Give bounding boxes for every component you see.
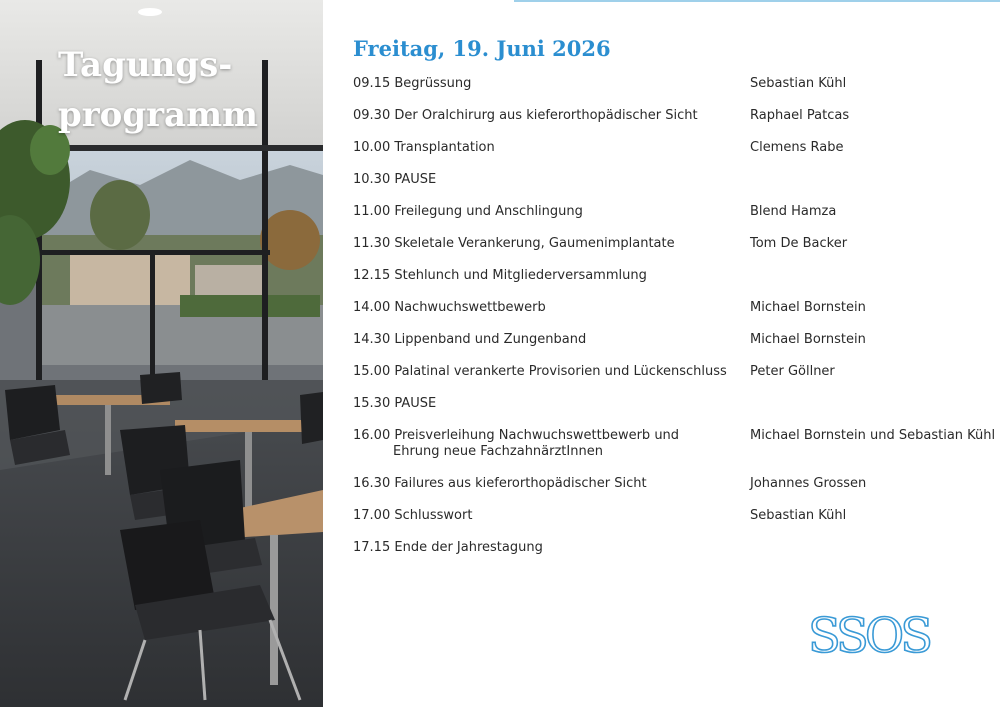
schedule-row [353,396,993,412]
schedule-time: 14.00 [353,300,391,315]
schedule-row [353,108,993,124]
schedule-time: 10.00 [353,140,391,155]
schedule-time: 09.30 [353,108,391,123]
schedule-title: Skeletale Verankerung, Gaumenimplantate [394,236,675,251]
schedule-item [353,236,743,252]
schedule-item [353,268,743,284]
schedule-speaker: Clemens Rabe [750,140,844,155]
schedule-title: Palatinal verankerte Provisorien und Lückenschluss [394,364,727,379]
schedule-speaker: Raphael Patcas [750,108,850,123]
schedule-title: Schlusswort [394,508,473,523]
schedule-title: PAUSE [394,396,437,411]
schedule-row [353,140,993,156]
day-heading: Freitag, 19. Juni 2026 [353,36,611,61]
schedule-item [353,396,743,412]
schedule-time: 11.00 [353,204,391,219]
schedule-time: 15.00 [353,364,391,379]
schedule-time: 14.30 [353,332,391,347]
schedule-row [353,540,993,556]
schedule-time: 09.15 [353,76,391,91]
schedule-speaker: Blend Hamza [750,204,837,219]
schedule-time: 16.00 [353,428,391,443]
schedule-time: 10.30 [353,172,391,187]
schedule-time: 16.30 [353,476,391,491]
schedule-title: Nachwuchswettbewerb [394,300,546,315]
schedule-title: Transplantation [394,140,495,155]
schedule-speaker: Johannes Grossen [750,476,867,491]
page-title [58,40,258,140]
schedule-title: Stehlunch und Mitgliederversammlung [394,268,647,283]
schedule-title: PAUSE [394,172,437,187]
schedule-time: 15.30 [353,396,391,411]
schedule-time: 12.15 [353,268,391,283]
schedule-time: 17.15 [353,540,391,555]
schedule-item [353,140,743,156]
schedule-item [353,508,743,524]
schedule-item [353,428,743,460]
schedule-title: Preisverleihung Nachwuchswettbewerb und [394,428,680,443]
schedule-title: Lippenband und Zungenband [394,332,587,347]
schedule-speaker: Sebastian Kühl [750,76,847,91]
ssos-logo: SSOS [808,608,930,664]
cafeteria-photo [0,0,323,707]
schedule-row [353,76,993,92]
page-title-line-1: Tagungs- [58,45,233,85]
schedule-title: Der Oralchirurg aus kieferorthopädischer Sicht [394,108,698,123]
schedule-item [353,204,743,220]
schedule-item [353,540,743,556]
schedule-row [353,364,993,380]
schedule-row [353,204,993,220]
schedule-speaker: Peter Göllner [750,364,835,379]
schedule-row [353,172,993,188]
schedule-row [353,236,993,252]
schedule-row [353,268,993,284]
schedule-row [353,428,996,460]
schedule-item [353,332,743,348]
page-title-line-2: programm [58,95,259,135]
schedule-title: Ende der Jahrestagung [394,540,543,555]
schedule-row [353,476,993,492]
schedule-speaker: Tom De Backer [750,236,848,251]
schedule-speaker: Michael Bornstein [750,300,866,315]
top-rule [514,0,1000,2]
schedule-item [353,172,743,188]
schedule-item [353,108,743,124]
schedule-title-continued: Ehrung neue FachzahnärztInnen [393,444,603,459]
schedule-time: 17.00 [353,508,391,523]
schedule-item [353,76,743,92]
schedule-title: Freilegung und Anschlingung [394,204,583,219]
schedule-speaker: Michael Bornstein [750,332,866,347]
schedule-item [353,476,743,492]
schedule-title: Failures aus kieferorthopädischer Sicht [394,476,647,491]
schedule-speaker: Michael Bornstein und Sebastian Kühl [750,428,996,443]
schedule-speaker: Sebastian Kühl [750,508,847,523]
schedule-row [353,300,993,316]
schedule-row [353,332,993,348]
schedule-title: Begrüssung [394,76,472,91]
schedule-row [353,508,993,524]
schedule-item [353,300,743,316]
schedule-item [353,364,743,380]
schedule-time: 11.30 [353,236,391,251]
